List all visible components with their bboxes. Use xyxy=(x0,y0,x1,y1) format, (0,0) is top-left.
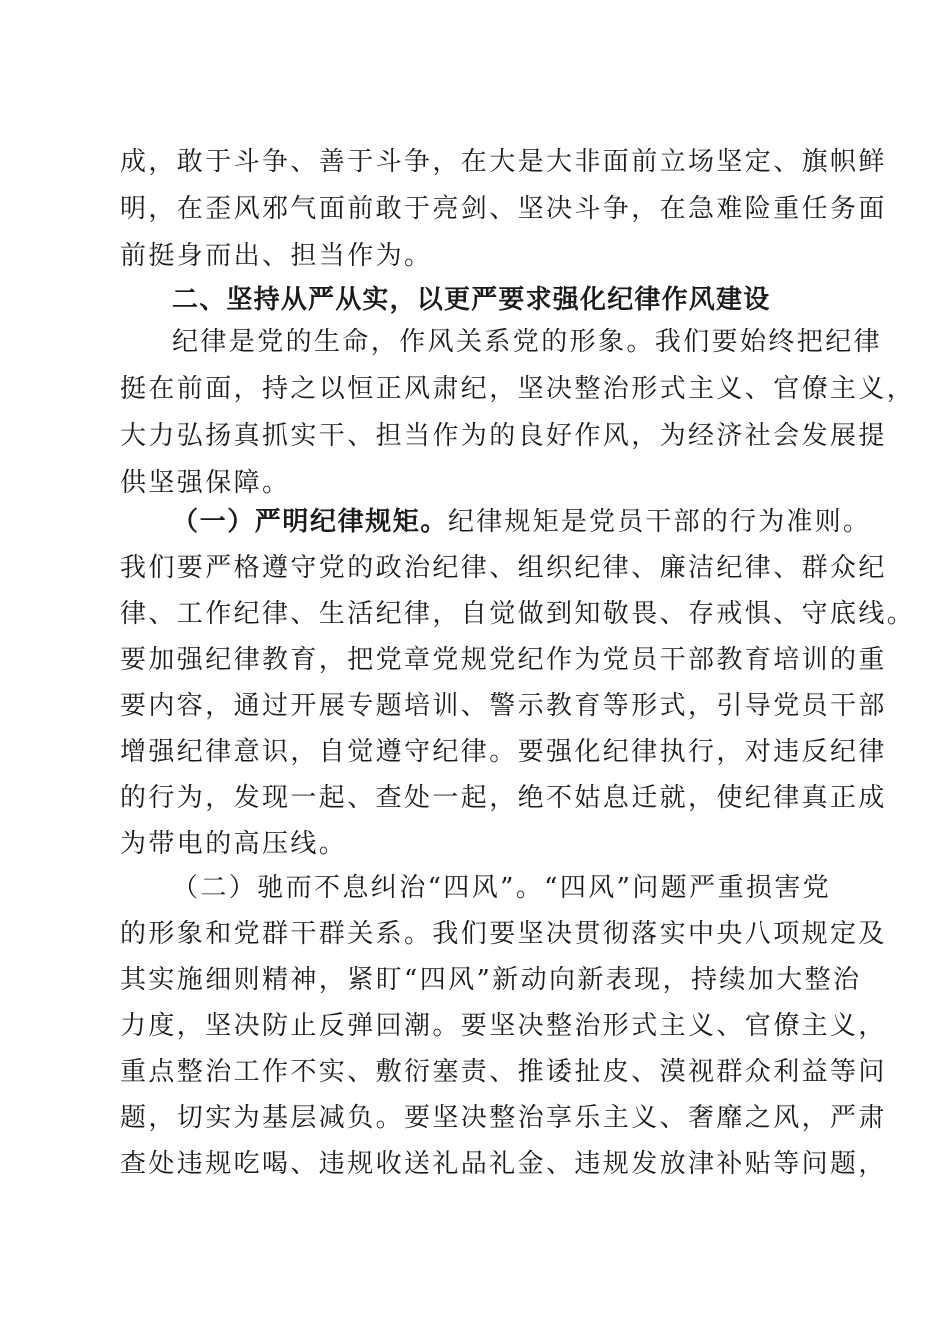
text-line: 题，切实为基层减负。要坚决整治享乐主义、奢靡之风，严肃 xyxy=(120,1103,887,1133)
text-line: 要加强纪律教育，把党章党规党纪作为党员干部教育培训的重 xyxy=(120,645,887,675)
text-line: 力度，坚决防止反弹回潮。要坚决整治形式主义、官僚主义， xyxy=(120,1011,887,1041)
text-line: 查处违规吃喝、违规收送礼品礼金、违规发放津补贴等问题， xyxy=(120,1149,887,1179)
subsection-line: （二）驰而不息纠治“四风”。“四风”问题严重损害党 xyxy=(172,873,832,903)
section-heading: 二、坚持从严从实，以更严要求强化纪律作风建设 xyxy=(172,285,771,315)
text-line: 的形象和党群干群关系。我们要坚决贯彻落实中央八项规定及 xyxy=(120,919,887,949)
text-line: 供坚强保障。 xyxy=(120,468,291,498)
text-line: 成，敢于斗争、善于斗争，在大是大非面前立场坚定、旗帜鲜 xyxy=(120,147,887,177)
text-line: 要内容，通过开展专题培训、警示教育等形式，引导党员干部 xyxy=(120,691,887,721)
text-line: 纪律是党的生命，作风关系党的形象。我们要始终把纪律 xyxy=(172,327,883,357)
text-line: 我们要严格遵守党的政治纪律、组织纪律、廉洁纪律、群众纪 xyxy=(120,553,887,583)
subsection-text: 纪律规矩是党员干部的行为准则。 xyxy=(448,507,872,537)
text-line: 的行为，发现一起、查处一起，绝不姑息迁就，使纪律真正成 xyxy=(120,783,887,813)
text-line: 明，在歪风邪气面前敢于亮剑、坚决斗争，在急难险重任务面 xyxy=(120,194,887,224)
text-line: 其实施细则精神，紧盯“四风”新动向新表现，持续加大整治 xyxy=(120,965,862,995)
text-line: 律、工作纪律、生活纪律，自觉做到知敬畏、存戒惧、守底线。 xyxy=(120,599,916,629)
text-line: 重点整治工作不实、敷衍塞责、推诿扯皮、漠视群众利益等问 xyxy=(120,1057,887,1087)
text-line: 挺在前面，持之以恒正风肃纪，坚决整治形式主义、官僚主义， xyxy=(120,374,916,404)
text-line: 前挺身而出、担当作为。 xyxy=(120,241,433,271)
text-line: 大力弘扬真抓实干、担当作为的良好作风，为经济社会发展提 xyxy=(120,421,887,451)
subsection-line xyxy=(172,502,872,542)
text-line: 为带电的高压线。 xyxy=(120,829,348,859)
text-line: 增强纪律意识，自觉遵守纪律。要强化纪律执行，对违反纪律 xyxy=(120,737,887,767)
subsection-heading: （一）严明纪律规矩。 xyxy=(172,507,449,537)
